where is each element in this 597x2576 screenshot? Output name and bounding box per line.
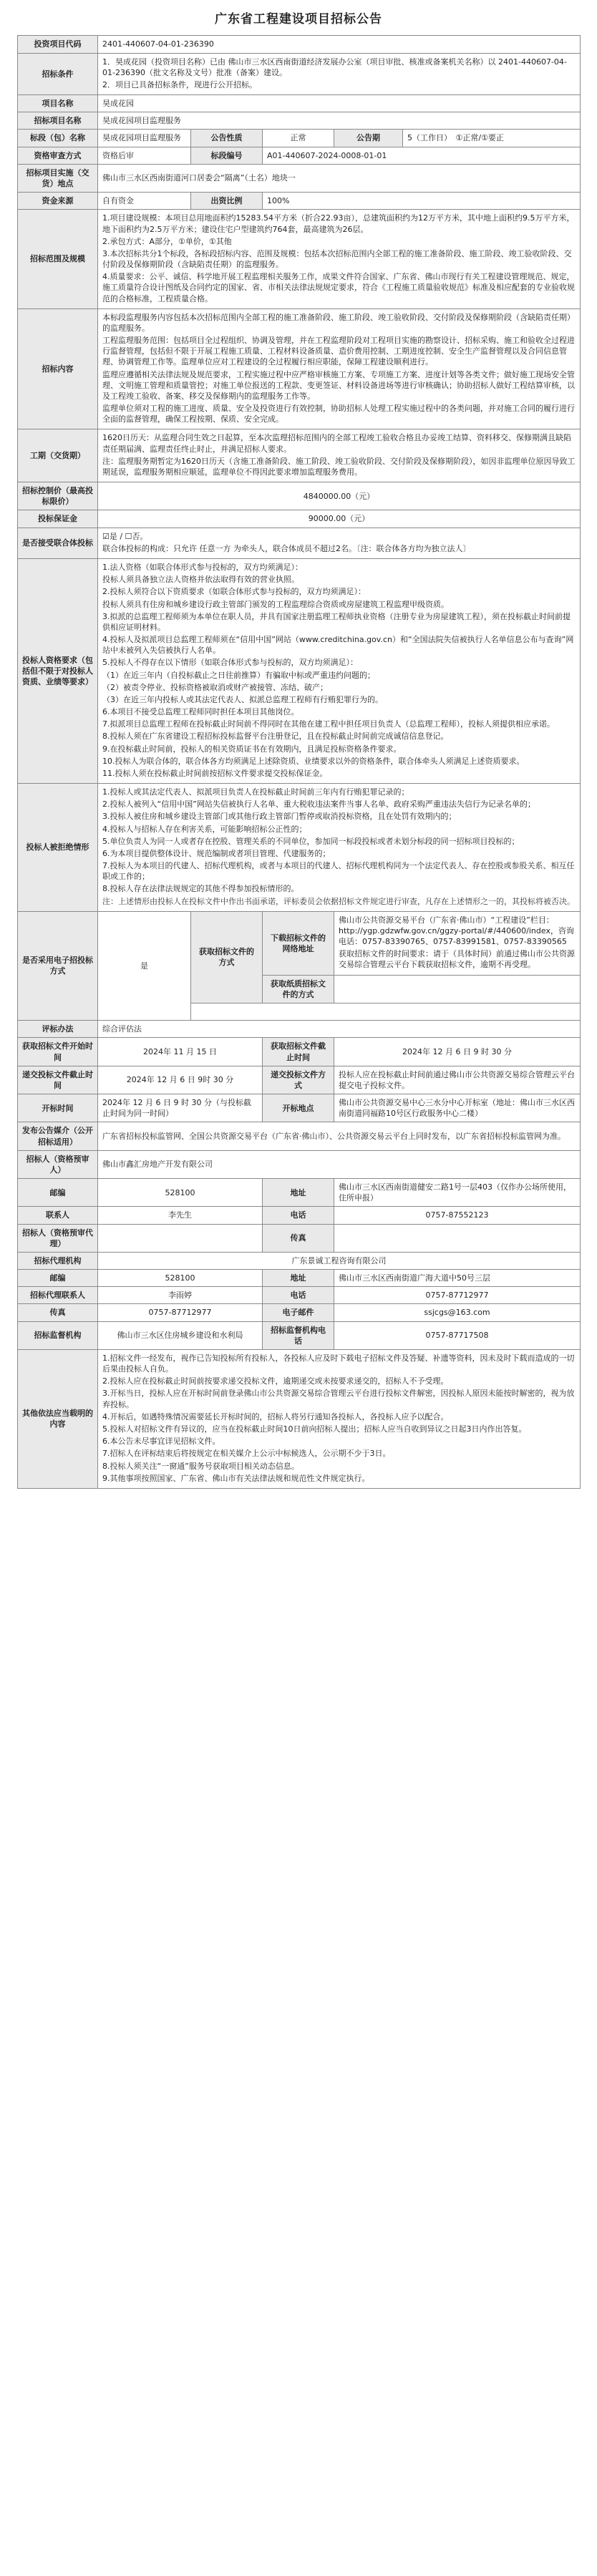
schedule-line: 1620日历天：从监理合同生效之日起算，至本次监理招标范围内的全部工程竣工验收合格且办妥竣工结算、资料移交、保修期满且缺陷责任期届满、监理责任终止时止，并满足招标人要求。: [102, 433, 571, 454]
period-value: [403, 130, 581, 147]
row-tenderer-contact: [18, 1207, 581, 1224]
other-line: 5.投标人对招标文件有异议的，应当在投标截止时间10日前向招标人提出；招标人应当自收到异议之日起3日内作出答复。: [102, 1424, 527, 1434]
tenderer-fax-value: [334, 1224, 581, 1252]
row-location: [18, 164, 581, 192]
consortium-value: [98, 528, 581, 558]
paper-method-label: 获取纸质招标文件的方式: [263, 975, 334, 1003]
other-line: 8.投标人须关注“一窗通”服务号获取项目相关动态信息。: [102, 1461, 299, 1471]
qualification-line: （2）被责令停业、投标资格被取消或财产被接管、冻结、破产；: [102, 682, 328, 692]
forbidden-note: 注：上述情形由投标人在投标文件中作出书面承诺，评标委员会依据招标文件规定进行审查，凡存在上述情形之一的，其投标将被否决。: [102, 896, 575, 906]
conditions-line: 1．昊成花园（投资项目名称）已由 佛山市三水区西南街道经济发展办公室（项目审批、核准或备案机关名称）以 2401-440607-04-01-236390（批文名称及文号）批准（备案）建设。: [102, 57, 567, 77]
forbidden-label: 投标人被拒绝情形: [18, 784, 98, 912]
section-value: 昊成花园项目监理服务: [98, 130, 191, 147]
supervisor-label: 招标监督机构: [18, 1321, 98, 1349]
section-code-value: A01-440607-2024-0008-01-01: [263, 147, 581, 164]
electronic-spacer: [191, 1003, 581, 1021]
download-label: 下载招标文件的网络地址: [263, 911, 334, 975]
announce-type-label: 公告性质: [191, 130, 263, 147]
qualification-line: 5.投标人不得存在以下情形（如联合体形式参与投标的，双方均须满足）：: [102, 658, 358, 668]
publish-label: 发布公告媒介（公开招标适用）: [18, 1122, 98, 1150]
tenderer-post-label: 邮编: [18, 1179, 98, 1207]
funds-source-value: 自有资金: [98, 193, 191, 210]
other-value: [98, 1349, 581, 1488]
agency-email-label: 电子邮件: [263, 1304, 334, 1321]
project-code-value: 2401-440607-04-01-236390: [98, 36, 581, 53]
row-qualification: [18, 558, 581, 783]
applicable-text: ①正常/①要正: [455, 133, 504, 143]
forbidden-line: 2.投标人被列入“信用中国”网站失信被执行人名单、重大税收违法案件当事人名单、政府采购严重违法失信行为记录名单的；: [102, 799, 535, 810]
get-deadline-value: 2024年 12 月 6 日 9 时 30 分: [334, 1038, 581, 1066]
other-line: 7.招标人在评标结束后将按规定在相关媒介上公示中标候选人，公示期不少于3日。: [102, 1449, 391, 1459]
row-other: [18, 1349, 581, 1488]
other-line: 2.投标人应在投标截止时间前按要求递交投标文件，逾期递交或未按要求递交的，招标人不予受理。: [102, 1376, 449, 1386]
qualification-line: 11.投标人须在投标截止时间前按招标文件要求提交投标保证金。: [102, 768, 328, 778]
scope-line: 3.本次招标共分1个标段，各标段招标内容、范围及规模：包括本次招标范围内全部工程的施工准备阶段、施工阶段、竣工验收阶段、交付阶段及保修期阶段（含缺陷责任期）的监理服务。: [102, 248, 572, 270]
schedule-line: 注：监理服务期暂定为1620日历天（含施工准备阶段、施工阶段、竣工验收阶段、交付阶段及保修期阶段），如因非监理单位原因导致工期延误，监理服务期相应顺延，监理单位不得因此要求增加监理服务费用。: [102, 456, 576, 477]
supervisor-value: 佛山市三水区住房城乡建设和水利局: [98, 1321, 263, 1349]
schedule-value: [98, 429, 581, 482]
tenderer-agent-value: [98, 1224, 263, 1252]
submit-label: 递交投标文件截止时间: [18, 1066, 98, 1094]
row-tender-name: [18, 112, 581, 130]
agency-post-label: 邮编: [18, 1270, 98, 1287]
submit-method-label: 递交投标文件方式: [263, 1066, 334, 1094]
deposit-label: 投标保证金: [18, 510, 98, 528]
row-agency-post: [18, 1270, 581, 1287]
page-title: 广东省工程建设项目招标公告: [215, 12, 382, 26]
submit-method-value: 投标人应在投标截止时间前通过佛山市公共资源交易综合管理云平台提交电子投标文件。: [334, 1066, 581, 1094]
row-funds: [18, 193, 581, 210]
qualification-line: 2.投标人须符合以下资质要求（如联合体形式参与投标的，双方均须满足）：: [102, 587, 366, 597]
supervisor-phone-label: 招标监督机构电话: [263, 1321, 334, 1349]
approval-value: 资格后审: [98, 147, 191, 164]
forbidden-line: 3.投标人被住房和城乡建设主管部门或其他行政主管部门暂停或取消投标资格，且在处罚有效期内的；: [102, 812, 457, 822]
tenderer-addr-value: 佛山市三水区西南街道健安二路1号一层403（仅作办公场所使用，住所申报）: [334, 1179, 581, 1207]
tenderer-phone-label: 电话: [263, 1207, 334, 1224]
agency-fax-value: 0757-87712977: [98, 1304, 263, 1321]
get-start-value: 2024年 11 月 15 日: [98, 1038, 263, 1066]
forbidden-line: 7.投标人为本项目的代建人、招标代理机构，或者与本项目的代建人、招标代理机构同为一个法定代表人、存在控股或参股关系、相互任职或工作的；: [102, 861, 575, 882]
tenderer-agent-label: 招标人（资格预审代理）: [18, 1224, 98, 1252]
row-supervisor: [18, 1321, 581, 1349]
conditions-line: 2．项目已具备招标条件，现进行公开招标。: [102, 79, 257, 89]
announcement-table: [17, 35, 581, 1488]
tenderer-contact-value: 李先生: [98, 1207, 263, 1224]
forbidden-line: 8.投标人存在法律法规规定的其他不得参加投标情形的。: [102, 884, 299, 894]
schedule-label: 工期（交货期）: [18, 429, 98, 482]
row-funding: [18, 147, 581, 164]
funds-ratio-label: 出资比例: [191, 193, 263, 210]
row-deposit: [18, 510, 581, 528]
other-line: 6.本公告未尽事宜详见招标文件。: [102, 1437, 220, 1447]
paper-method-value: [334, 975, 581, 1003]
method-label: 获取招标文件的方式: [191, 911, 263, 1003]
row-content: [18, 308, 581, 429]
tenderer-fax-label: 传真: [263, 1224, 334, 1252]
content-line: 监理单位须对工程的施工进度、质量、安全及投资进行有效控制，协助招标人处理工程实施过程中的各类问题，并对施工合同的履行进行全面的监督管理，确保工程按期、保质、安全完成。: [102, 404, 575, 424]
row-tenderer-agent: [18, 1224, 581, 1252]
agency-addr-value: 佛山市三水区西南街道广海大道中50号三层: [334, 1270, 581, 1287]
content-line: 本标段监理服务内容包括本次招标范围内全部工程的施工准备阶段、施工阶段、竣工验收阶段、交付阶段及保修期阶段（含缺陷责任期）的监理服务。: [102, 312, 575, 333]
row-electronic: [18, 911, 581, 975]
tender-name-label: 招标项目名称: [18, 112, 98, 130]
evaluation-label: 评标办法: [18, 1021, 98, 1038]
period-label: 公告期: [334, 130, 403, 147]
row-agency-name: [18, 1252, 581, 1269]
qualification-line: 4.投标人及拟派项目总监理工程师须在“信用中国”网站（www.creditchina.gov.cn）和“全国法院失信被执行人名单信息公布与查询”网站中未被列入失信被执行人名单。: [102, 635, 574, 656]
deposit-value: 90000.00（元）: [98, 510, 581, 528]
price-value: 4840000.00（元）: [98, 482, 581, 510]
period-text: 5（工作日）: [407, 133, 448, 143]
scope-line: 2.承包方式：A部分，①单价，①其他: [102, 236, 232, 246]
agency-contact-label: 招标代理联系人: [18, 1287, 98, 1304]
row-forbidden: [18, 784, 581, 912]
opening-label: 开标时间: [18, 1094, 98, 1122]
evaluation-value: 综合评估法: [98, 1021, 581, 1038]
agency-name-value: 广东景诚工程咨询有限公司: [98, 1252, 581, 1269]
content-value: [98, 308, 581, 429]
row-tenderer-post: [18, 1179, 581, 1207]
other-line: 9.其他事项按照国家、广东省、佛山市有关法律法规和规范性文件规定执行。: [102, 1473, 370, 1483]
qualification-line: 9.在投标截止时间前，投标人的相关资质证书在有效期内，且满足投标资格条件要求。: [102, 744, 402, 754]
download-note: 获取招标文件的时间要求：请于（具体时间）前通过佛山市公共资源交易综合管理云平台下载获取招标文件，逾期不再受理。: [339, 949, 575, 970]
row-evaluation: [18, 1021, 581, 1038]
row-schedule: [18, 429, 581, 482]
agency-contact-value: 李雨婷: [98, 1287, 263, 1304]
scope-label: 招标范围及规模: [18, 210, 98, 308]
opening-place-label: 开标地点: [263, 1094, 334, 1122]
forbidden-line: 4.投标人与招标人存在利害关系，可能影响招标公正性的；: [102, 824, 307, 834]
publish-value: 广东省招标投标监管网、全国公共资源交易平台（广东省·佛山市）、公共资源交易云平台上同时发布，以广东省招标投标监管网为准。: [98, 1122, 581, 1150]
funds-source-label: 资金来源: [18, 193, 98, 210]
scope-value: [98, 210, 581, 308]
project-name-value: 昊成花园: [98, 95, 581, 112]
agency-addr-label: 地址: [263, 1270, 334, 1287]
qualification-line: 投标人须具备独立法人资格并依法取得有效的营业执照。: [102, 575, 299, 585]
qualification-line: 10.投标人为联合体的，联合体各方均须满足上述除资质、业绩要求以外的资格条件，联合体牵头人须满足上述资质要求。: [102, 756, 525, 766]
qualification-value: [98, 558, 581, 783]
section-code-label: 标段编号: [191, 147, 263, 164]
project-code-label: 投资项目代码: [18, 36, 98, 53]
qualification-line: （3）在近三年内投标人或其法定代表人、拟派总监理工程师有行贿犯罪行为的。: [102, 694, 383, 704]
conditions-label: 招标条件: [18, 53, 98, 95]
project-name-label: 项目名称: [18, 95, 98, 112]
row-price: [18, 482, 581, 510]
content-line: 监理应遵循相关法律法规及规范要求，工程实施过程中应严格审核施工方案、专项施工方案、进度计划等各类文件；做好施工现场安全管理、文明施工管理和质量管控；对施工单位报送的工程款、变更签证、材料设备进场等进行审核确认；协助招标人做好工程结算审核，以及工程竣工验收、备案、移交及保修期内的监理服务工作等。: [102, 369, 575, 401]
electronic-label: 是否采用电子招投标方式: [18, 911, 98, 1020]
forbidden-line: 6.为本项目提供整体设计、规范编制或者项目管理、代建服务的；: [102, 848, 331, 858]
row-section: [18, 130, 581, 147]
supervisor-phone-value: 0757-87717508: [334, 1321, 581, 1349]
row-scope: [18, 210, 581, 308]
row-project-code: [18, 36, 581, 53]
other-line: 3.开标当日，投标人应在开标时间前登录佛山市公共资源交易综合管理云平台进行投标文件解密，因投标人原因未能按时解密的，视为放弃投标。: [102, 1389, 575, 1409]
price-label: 招标控制价（最高投标限价）: [18, 482, 98, 510]
qualification-line: 6.本项目不接受总监理工程师同时担任本项目其他岗位。: [102, 707, 299, 717]
forbidden-line: 5.单位负责人为同一人或者存在控股、管理关系的不同单位，参加同一标段投标或者未划分标段的同一招标项目投标的；: [102, 836, 520, 846]
location-label: 招标项目实施（交货）地点: [18, 164, 98, 192]
tender-name-value: 昊成花园项目监理服务: [98, 112, 581, 130]
scope-line: 4.质量要求：公平、诚信、科学地开展工程监理相关服务工作，成果文件符合国家、广东省、佛山市现行有关工程建设管理规范、规定，施工质量符合设计图纸及合同约定的国家、省、市相关法律法规规定要求，符合《工程施工质量验收规范》标准及相应配套的专业验收规范的合格标准，工程质量合格。: [102, 272, 575, 303]
forbidden-line: 1.投标人或其法定代表人、拟派项目负责人在投标截止时间前三年内有行贿犯罪记录的；: [102, 787, 409, 797]
consortium-line: 联合体投标的构成：只允许 任意一方 为牵头人，联合体成员不超过2名。〔注：联合体各方均为独立法人〕: [102, 543, 471, 553]
qualification-line: 7.拟派项目总监理工程师在投标截止时间前不得同时在其他在建工程中担任项目负责人（总监理工程师），投标人须提供相应承诺。: [102, 719, 555, 729]
row-opening: [18, 1094, 581, 1122]
opening-value: 2024年 12 月 6 日 9 时 30 分（与投标截止时间为同一时间）: [98, 1094, 263, 1122]
row-project-name: [18, 95, 581, 112]
row-submit: [18, 1066, 581, 1094]
funds-ratio-value: 100%: [263, 193, 581, 210]
tenderer-name-label: 招标人（资格预审人）: [18, 1150, 98, 1178]
approval-label: 资格审查方式: [18, 147, 98, 164]
consortium-line: ☑是 / ☐否。: [102, 531, 148, 541]
row-publish: [18, 1122, 581, 1150]
qualification-line: 投标人须具有住房和城乡建设行政主管部门颁发的工程监理综合资质或房屋建筑工程监理甲级资质。: [102, 599, 449, 609]
row-agency-contact: [18, 1287, 581, 1304]
row-get-time: [18, 1038, 581, 1066]
tenderer-name-value: 佛山市鑫汇房地产开发有限公司: [98, 1150, 581, 1178]
other-line: 4.开标后，如遇特殊情况需要延长开标时间的，招标人将另行通知各投标人，各投标人应予以配合。: [102, 1411, 449, 1421]
conditions-value: [98, 53, 581, 95]
download-value[interactable]: [334, 911, 581, 975]
announce-type-value: 正常: [263, 130, 334, 147]
row-tenderer-name: [18, 1150, 581, 1178]
qualification-line: （1）在近三年内（自投标截止之日往前推算）有骗取中标或严重违约问题的；: [102, 670, 375, 680]
agency-post-value: 528100: [98, 1270, 263, 1287]
qualification-line: 1.法人资格（如联合体形式参与投标的，双方均须满足）：: [102, 562, 303, 572]
agency-phone-label: 电话: [263, 1287, 334, 1304]
tenderer-phone-value: 0757-87552123: [334, 1207, 581, 1224]
row-conditions: [18, 53, 581, 95]
tenderer-post-value: 528100: [98, 1179, 263, 1207]
qualification-line: 3.拟派的总监理工程师须为本单位在职人员，并具有国家注册监理工程师执业资格（注册专业为房屋建筑工程），须在投标截止时间前提供相应证明材料。: [102, 611, 571, 632]
agency-fax-label: 传真: [18, 1304, 98, 1321]
submit-value: 2024年 12 月 6 日 9时 30 分: [98, 1066, 263, 1094]
electronic-value: 是: [98, 911, 191, 1020]
qualification-line: 8.投标人须在广东省建设工程招标投标监督平台注册登记，且在投标截止时间前完成诚信信息登记。: [102, 732, 449, 742]
forbidden-value: [98, 784, 581, 912]
opening-place-value: 佛山市公共资源交易中心三水分中心开标室（地址：佛山市三水区西南街道同福路10号区行政服务中心二楼）: [334, 1094, 581, 1122]
content-line: 工程监理服务范围：包括项目全过程组织、协调及管理，并在工程监理阶段对工程项目实施的勘察设计、招标采购、施工和验收全过程进行监督管理，包括但不限于开展工程施工质量、工程材料设备质量、造价费用控制、工期进度控制、安全生产监督管理以及合同信息管理、协调管理工作等。监理单位应对工程建设的全过程履行相应职能，保障工程建设顺利进行。: [102, 336, 575, 367]
agency-name-label: 招标代理机构: [18, 1252, 98, 1269]
download-address[interactable]: 佛山市公共资源交易平台（广东省·佛山市）“工程建设”栏目：http://ygp.gdzwfw.gov.cn/ggzy-portal/#/440600/index，咨询电话：0757-83390765、0757-83991581、0757-83390565: [339, 915, 574, 947]
other-label: 其他依法应当载明的内容: [18, 1349, 98, 1488]
agency-email-value[interactable]: ssjcgs@163.com: [334, 1304, 581, 1321]
get-start-label: 获取招标文件开始时间: [18, 1038, 98, 1066]
row-agency-fax: [18, 1304, 581, 1321]
agency-phone-value: 0757-87712977: [334, 1287, 581, 1304]
scope-line: 1.项目建设规模：本项目总用地面积约15283.54平方米（折合22.93亩），总建筑面积约为12万平方米，其中地上面积约9.5万平方米，地下面积约为2.5万平方米；建设住宅户型建筑约764套，最高建筑为26层。: [102, 213, 575, 234]
tenderer-addr-label: 地址: [263, 1179, 334, 1207]
consortium-label: 是否接受联合体投标: [18, 528, 98, 558]
location-value: 佛山市三水区西南街道河口居委会“隔离”（土名）地块一: [98, 164, 581, 192]
tenderer-contact-label: 联系人: [18, 1207, 98, 1224]
get-deadline-label: 获取招标文件截止时间: [263, 1038, 334, 1066]
row-consortium: [18, 528, 581, 558]
other-line: 1.招标文件一经发布，视作已告知投标所有投标人，各投标人应及时下载电子招标文件及答疑、补遗等资料，因未及时下载而造成的一切后果由投标人自负。: [102, 1353, 575, 1374]
qualification-label: 投标人资格要求（包括但不限于对投标人资质、业绩等要求）: [18, 558, 98, 783]
content-label: 招标内容: [18, 308, 98, 429]
section-label: 标段（包）名称: [18, 130, 98, 147]
